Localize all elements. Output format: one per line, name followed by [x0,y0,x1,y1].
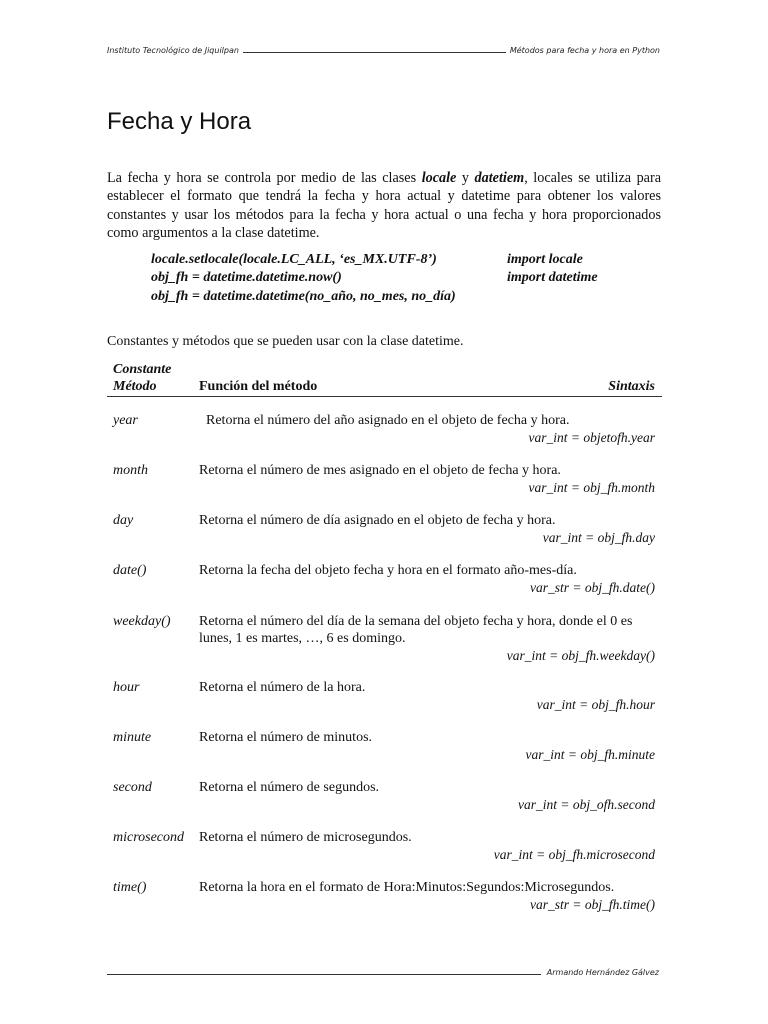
footer-author: Armando Hernández Gálvez [546,968,659,977]
code-import-locale: import locale [507,252,583,267]
table-header-rule [107,396,662,397]
method-description: Retorna la fecha del objeto fecha y hora en el formato año-mes-día. [199,563,577,578]
section-subtitle: Constantes y métodos que se pueden usar con la clase datetime. [107,334,464,349]
method-syntax: var_int = obj_fh.hour [536,697,655,712]
page-title: Fecha y Hora [107,108,252,135]
header-institute: Instituto Tecnológico de Jiquilpan [107,46,239,55]
header-rule [243,44,506,53]
intro-text-2: y [456,170,475,186]
page-header [107,44,660,55]
method-description: Retorna el número de minutos. [199,730,373,745]
method-name: microsecond [113,830,185,845]
code-line-setlocale: locale.setlocale(locale.LC_ALL, ‘es_MX.UTF-8’) [151,252,437,267]
method-syntax: var_int = objetofh.year [528,430,655,445]
method-description: Retorna el número del año asignado en el objeto de fecha y hora. [199,413,570,428]
code-import-datetime: import datetime [507,270,598,285]
method-description: Retorna el número del día de la semana del objeto fecha y hora, donde el 0 es lunes, 1 es martes, …, 6 es domingo. [199,614,633,646]
method-syntax: var_int = obj_fh.weekday() [506,648,655,663]
table-header-function: Función del método [199,379,318,394]
method-syntax: var_str = obj_fh.date() [530,580,655,595]
method-syntax: var_int = obj_fh.day [542,530,655,545]
method-name: day [113,513,134,528]
method-syntax: var_int = obj_fh.month [528,480,655,495]
header-topic: Métodos para fecha y hora en Python [509,46,660,55]
code-line-datetime: obj_fh = datetime.datetime(no_año, no_mes, no_día) [151,289,456,304]
intro-keyword-locale: locale [421,170,457,186]
method-name: second [113,780,152,795]
code-line-now: obj_fh = datetime.datetime.now() [151,270,342,285]
method-name: hour [113,680,140,695]
method-description: Retorna el número de microsegundos. [199,830,412,845]
method-name: weekday() [113,614,171,629]
method-syntax: var_str = obj_fh.time() [530,897,655,912]
method-name: date() [113,563,147,578]
footer-rule [107,966,541,975]
method-name: time() [113,880,147,895]
method-syntax: var_int = obj_fh.minute [525,747,655,762]
method-name: minute [113,730,152,745]
table-header-syntax: Sintaxis [608,379,655,394]
intro-text-3: , locales se utiliza para establecer el formato que tendrá la fecha y hora actual y datetime para obtener los valores constantes y usar los métodos para la fecha y hora actual o una fecha y hora proporcionados como argumentos a la clase datetime. [107,170,662,242]
method-description: Retorna el número de segundos. [199,780,380,795]
method-description: Retorna el número de mes asignado en el objeto de fecha y hora. [199,463,561,478]
table-header-constant: Constante [113,362,172,377]
method-description: Retorna la hora en el formato de Hora:Minutos:Segundos:Microsegundos. [199,880,615,895]
method-name: year [113,413,138,428]
method-description: Retorna el número de día asignado en el objeto de fecha y hora. [199,513,556,528]
page-footer [107,966,659,977]
table-header-method: Método [113,379,157,394]
method-description: Retorna el número de la hora. [199,680,366,695]
intro-keyword-datetiem: datetiem [474,170,525,186]
intro-paragraph [107,169,661,243]
method-syntax: var_int = obj_fh.microsecond [493,847,655,862]
intro-text-1: La fecha y hora se controla por medio de las clases [107,170,422,186]
method-syntax: var_int = obj_ofh.second [518,797,655,812]
method-name: month [113,463,148,478]
